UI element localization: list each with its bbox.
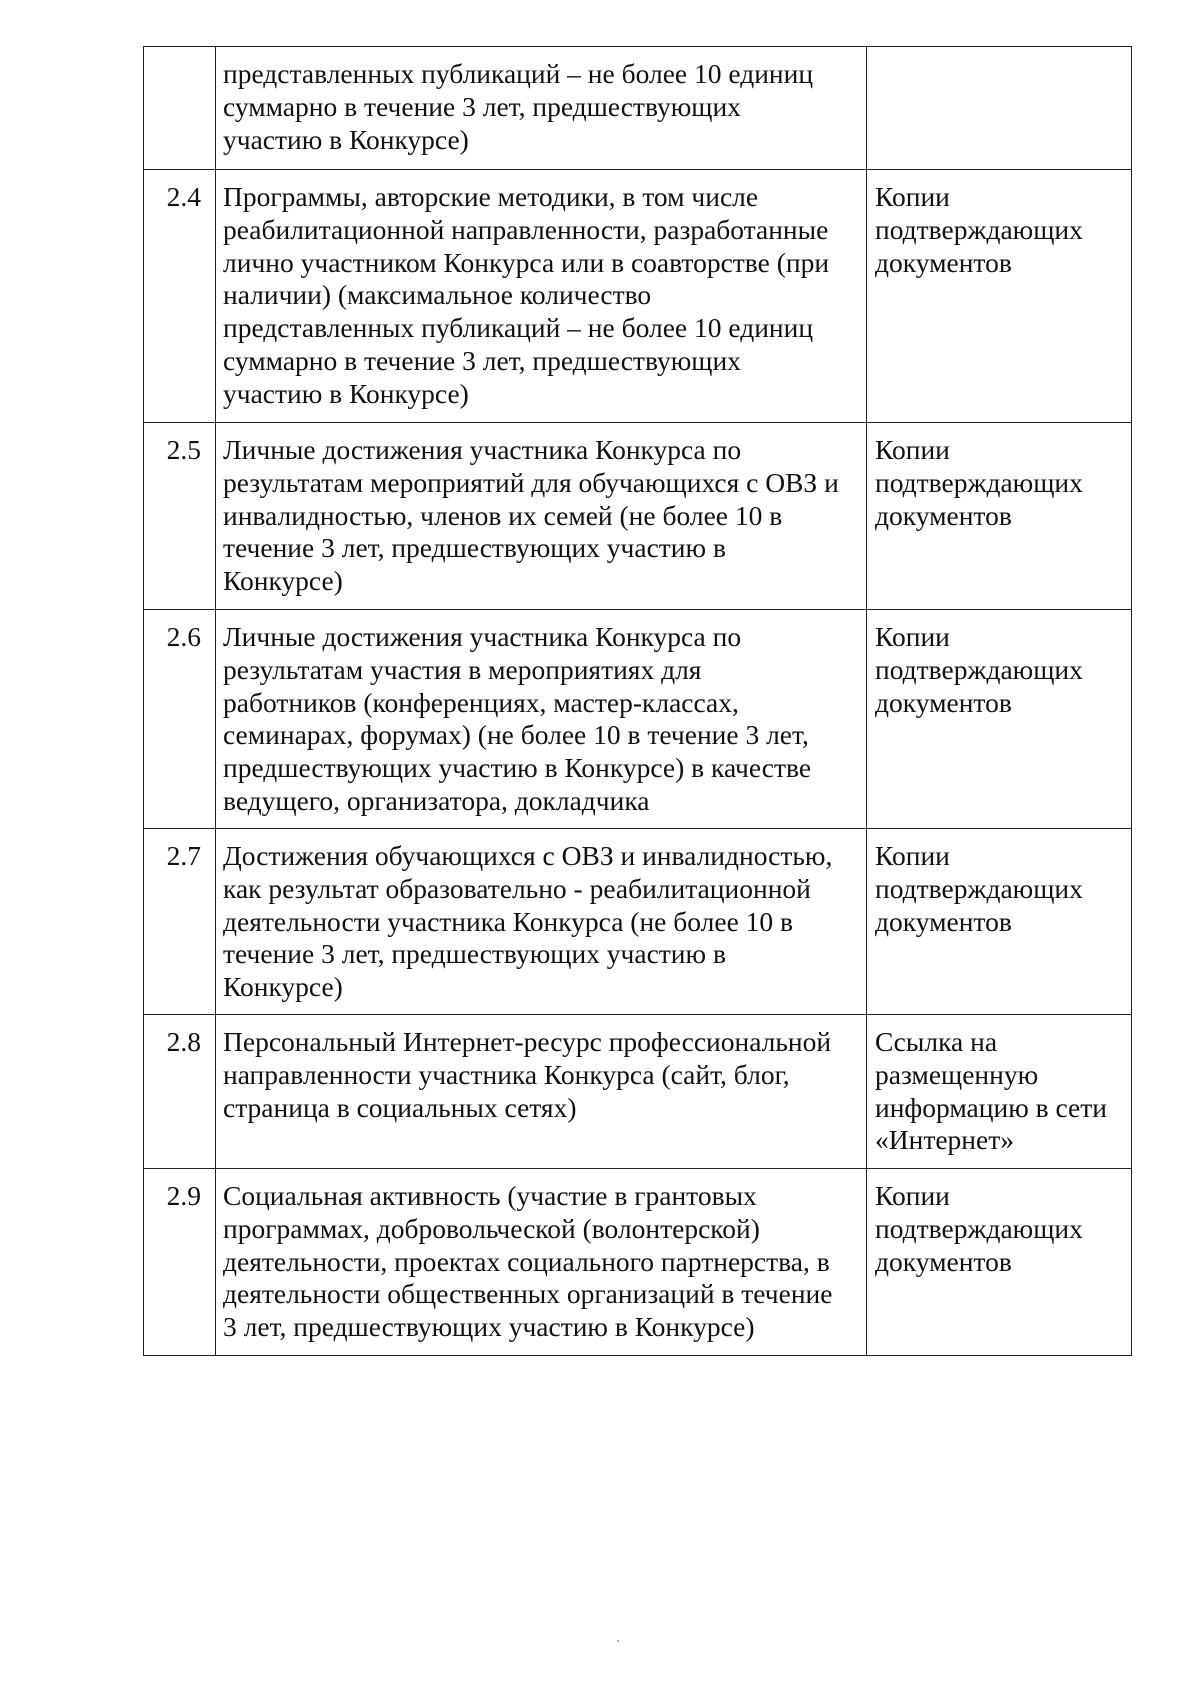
- row-number: 2.9: [144, 1169, 216, 1356]
- row-number: 2.5: [144, 423, 216, 610]
- table-row: [144, 1169, 1132, 1356]
- criterion-description: Личные достижения участника Конкурса по результатам мероприятий для обучающихся с ОВЗ и инвалидностью, членов их семей (не более 10 в течение 3 лет, предшествующих участию в Конкурсе): [216, 423, 867, 610]
- supporting-documents: Копии подтверждающих документов: [867, 1169, 1132, 1356]
- criterion-description: Программы, авторские методики, в том числе реабилитационной направленности, разработанные лично участником Конкурса или в соавторстве (при наличии) (максимальное количество представленных публикаций – не более 10 единиц суммарно в течение 3 лет, предшествующих участию в Конкурсе): [216, 170, 867, 423]
- table-row: [144, 170, 1132, 423]
- supporting-documents: [867, 47, 1132, 170]
- criterion-description: представленных публикаций – не более 10 единиц суммарно в течение 3 лет, предшествующих участию в Конкурсе): [216, 47, 867, 170]
- supporting-documents: Копии подтверждающих документов: [867, 170, 1132, 423]
- row-number: 2.8: [144, 1015, 216, 1169]
- row-number: [144, 47, 216, 170]
- row-number: 2.7: [144, 829, 216, 1015]
- supporting-documents: Копии подтверждающих документов: [867, 423, 1132, 610]
- row-number: 2.4: [144, 170, 216, 423]
- table-row: [144, 47, 1132, 170]
- scan-speck: [617, 1640, 619, 1642]
- row-number: 2.6: [144, 610, 216, 829]
- table-row: [144, 1015, 1132, 1169]
- criteria-table: [143, 46, 1132, 1356]
- supporting-documents: Копии подтверждающих документов: [867, 829, 1132, 1015]
- criterion-description: Достижения обучающихся с ОВЗ и инвалидностью, как результат образовательно - реабилитационной деятельности участника Конкурса (не более 10 в течение 3 лет, предшествующих участию в Конкурсе): [216, 829, 867, 1015]
- criterion-description: Социальная активность (участие в грантовых программах, добровольческой (волонтерской) деятельности, проектах социального партнерства, в деятельности общественных организаций в течение 3 лет, предшествующих участию в Конкурсе): [216, 1169, 867, 1356]
- criterion-description: Персональный Интернет-ресурс профессиональной направленности участника Конкурса (сайт, блог, страница в социальных сетях): [216, 1015, 867, 1169]
- table-row: [144, 610, 1132, 829]
- table-row: [144, 423, 1132, 610]
- supporting-documents: Ссылка на размещенную информацию в сети «Интернет»: [867, 1015, 1132, 1169]
- supporting-documents: Копии подтверждающих документов: [867, 610, 1132, 829]
- table-row: [144, 829, 1132, 1015]
- criterion-description: Личные достижения участника Конкурса по результатам участия в мероприятиях для работников (конференциях, мастер-классах, семинарах, форумах) (не более 10 в течение 3 лет, предшествующих участию в Конкурсе) в качестве ведущего, организатора, докладчика: [216, 610, 867, 829]
